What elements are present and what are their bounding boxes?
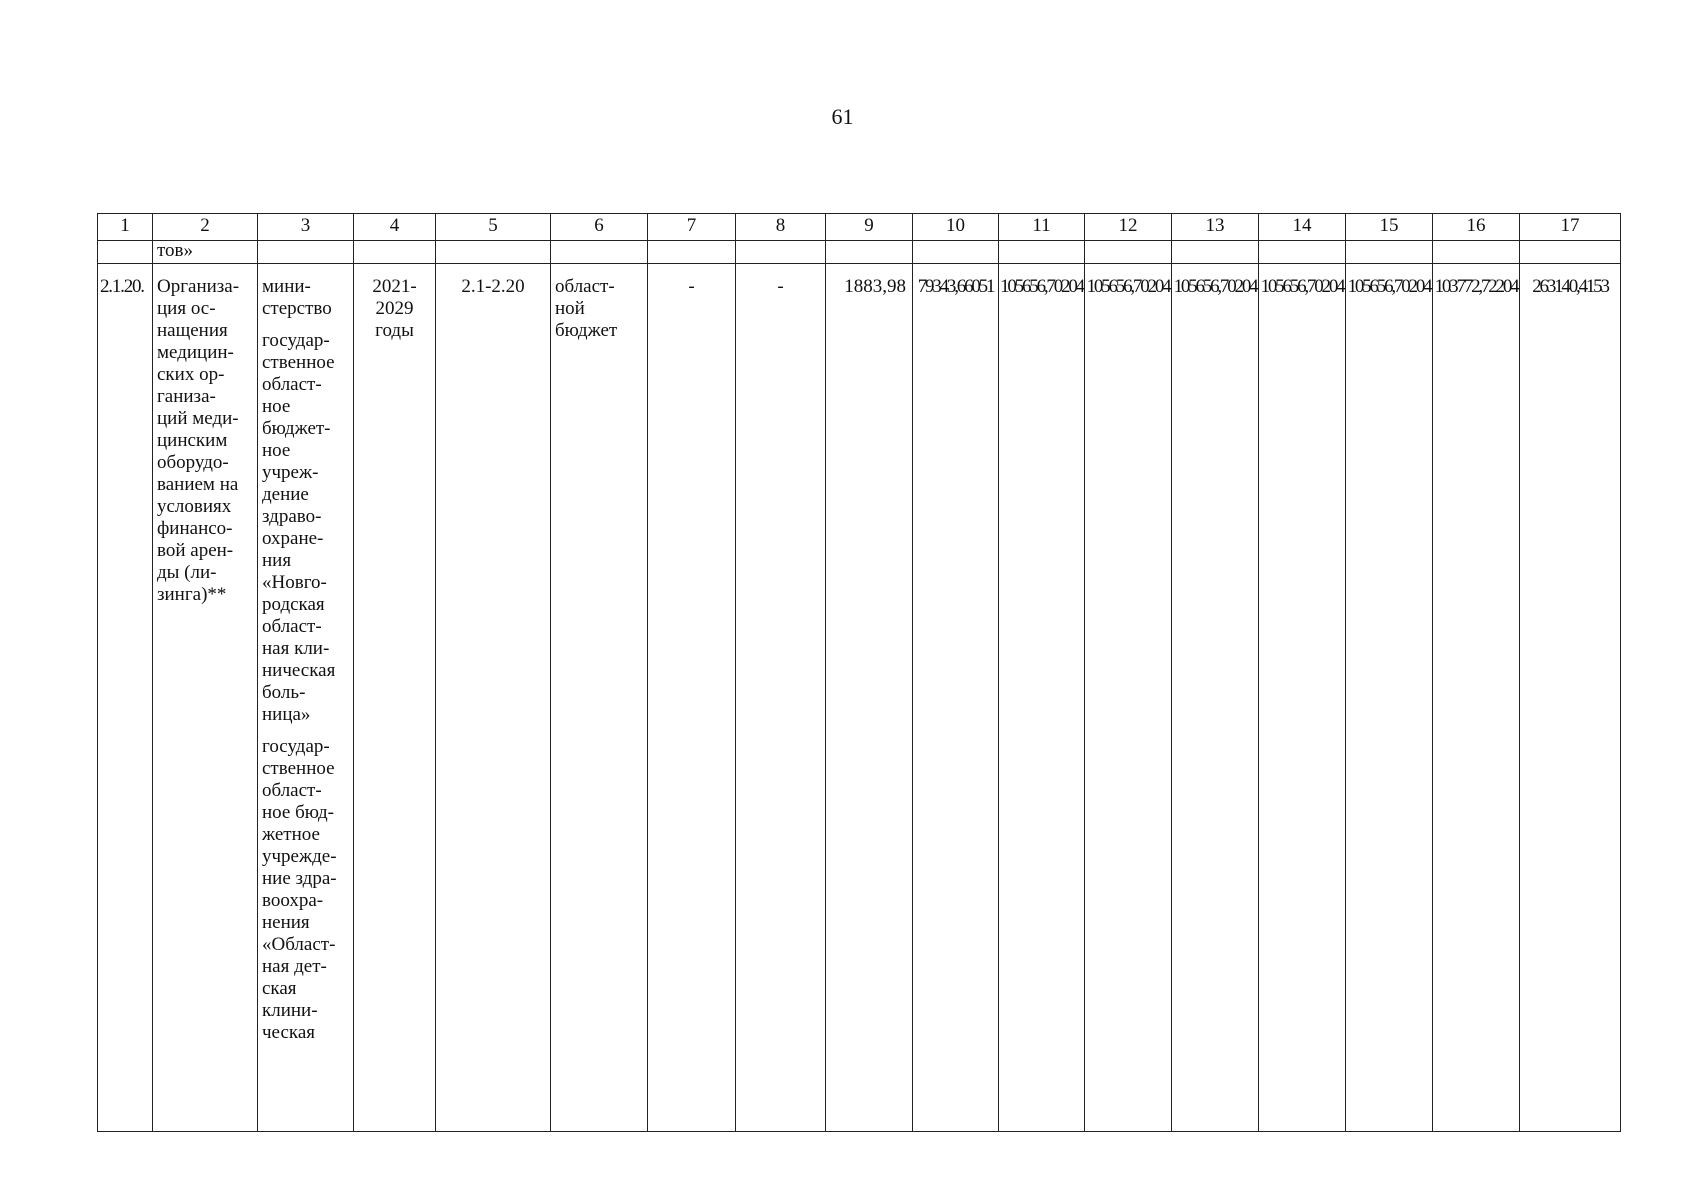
header-cell: 13: [1172, 214, 1259, 241]
table-cell: [913, 241, 999, 264]
table-cell: [736, 241, 826, 264]
table-cell: [98, 241, 153, 264]
continuation-row: [98, 241, 1621, 264]
header-cell: 16: [1433, 214, 1520, 241]
row-col11: 105656,70204: [999, 264, 1085, 1132]
text-line: нения: [262, 912, 310, 933]
text-line: ная кли-: [262, 638, 330, 659]
text-line: ций меди-: [157, 408, 239, 429]
row-col13: 105656,70204: [1172, 264, 1259, 1132]
row-col8: -: [736, 264, 826, 1132]
text-line: государ-: [262, 330, 330, 351]
header-cell: 3: [258, 214, 354, 241]
text-line: «Област-: [262, 934, 336, 955]
text-line: медицин-: [157, 342, 234, 363]
text-line: ница»: [262, 704, 311, 725]
header-cell: 8: [736, 214, 826, 241]
header-cell: 2: [153, 214, 258, 241]
text-line: клини-: [262, 1000, 318, 1021]
table-cell: [1520, 241, 1621, 264]
text-line: ванием на: [157, 474, 239, 495]
text-line: жетное: [262, 824, 320, 845]
header-cell: 11: [999, 214, 1085, 241]
table-cell: [1433, 241, 1520, 264]
text-line: ной: [555, 298, 585, 319]
text-line: нащения: [157, 320, 228, 341]
text-line: ния: [262, 550, 292, 571]
row-col10: 79343,66051: [913, 264, 999, 1132]
text-line: ганиза-: [157, 386, 216, 407]
text-line: охране-: [262, 528, 324, 549]
table-cell: [1172, 241, 1259, 264]
header-cell: 6: [551, 214, 648, 241]
text-line: зинга)**: [157, 584, 227, 605]
text-line: вой арен-: [157, 540, 234, 561]
text-line: 2029: [375, 298, 414, 319]
row-executors: [258, 264, 354, 1132]
row-col7: -: [648, 264, 736, 1132]
text-line: ция ос-: [157, 298, 216, 319]
header-cell: 9: [826, 214, 913, 241]
table-cell: [258, 241, 354, 264]
text-line: 2021-: [372, 276, 417, 297]
table-cell: [354, 241, 436, 264]
text-line: ное бюд-: [262, 802, 334, 823]
text-line: ние здра-: [262, 868, 337, 889]
table-cell: [1259, 241, 1346, 264]
header-cell: 14: [1259, 214, 1346, 241]
table-cell: [826, 241, 913, 264]
header-cell: 10: [913, 214, 999, 241]
text-line: дение: [262, 484, 309, 505]
text-line: ческая: [262, 1022, 316, 1043]
table-cell: [1085, 241, 1172, 264]
table-cell: [551, 241, 648, 264]
text-line: ская: [262, 978, 297, 999]
table-cell: [648, 241, 736, 264]
row-col14: 105656,70204: [1259, 264, 1346, 1132]
program-table: [97, 213, 1621, 1132]
text-line: цинским: [157, 430, 228, 451]
text-line: Организа-: [157, 276, 240, 297]
text-line: област-: [555, 276, 615, 297]
text-line: ственное: [262, 352, 335, 373]
text-line: област-: [262, 780, 322, 801]
row-period: [354, 264, 436, 1132]
text-line: «Новго-: [262, 572, 327, 593]
header-cell: 17: [1520, 214, 1621, 241]
text-line: финансо-: [157, 518, 233, 539]
text-line: ственное: [262, 758, 335, 779]
text-line: ное: [262, 396, 291, 417]
row-col12: 105656,70204: [1085, 264, 1172, 1132]
text-line: оборудо-: [157, 452, 229, 473]
text-line: учрежде-: [262, 846, 337, 867]
row-funding-source: [551, 264, 648, 1132]
text-line: ды (ли-: [157, 562, 217, 583]
table-row: [98, 264, 1621, 1132]
text-line: здраво-: [262, 506, 322, 527]
header-cell: 4: [354, 214, 436, 241]
text-line: боль-: [262, 682, 306, 703]
row-col16: 103772,72204: [1433, 264, 1520, 1132]
row-col9: 1883,98: [826, 264, 913, 1132]
table-cell: [999, 241, 1085, 264]
text-line: ническая: [262, 660, 336, 681]
text-line: воохра-: [262, 890, 324, 911]
text-line: условиях: [157, 496, 232, 517]
text-line: бюджет: [555, 320, 618, 341]
text-line: годы: [375, 320, 414, 341]
continuation-text: тов»: [153, 241, 258, 264]
table-cell: [1346, 241, 1433, 264]
header-cell: 12: [1085, 214, 1172, 241]
text-line: бюджет-: [262, 418, 331, 439]
header-cell: 1: [98, 214, 153, 241]
row-title: [153, 264, 258, 1132]
header-cell: 7: [648, 214, 736, 241]
text-line: мини-: [262, 276, 311, 297]
header-cell: 5: [436, 214, 551, 241]
header-row: [98, 214, 1621, 241]
text-line: стерство: [262, 298, 332, 319]
text-line: ских ор-: [157, 364, 225, 385]
row-col17: 263140,4153: [1520, 264, 1621, 1132]
text-line: государ-: [262, 736, 330, 757]
text-line: родская: [262, 594, 325, 615]
text-line: учреж-: [262, 462, 319, 483]
text-line: ная дет-: [262, 956, 327, 977]
row-targets: 2.1-2.20: [436, 264, 551, 1132]
row-col15: 105656,70204: [1346, 264, 1433, 1132]
header-cell: 15: [1346, 214, 1433, 241]
table-cell: [436, 241, 551, 264]
text-line: ное: [262, 440, 291, 461]
page-number: 61: [831, 104, 854, 129]
row-number: 2.1.20.: [98, 264, 153, 1132]
text-line: област-: [262, 374, 322, 395]
text-line: област-: [262, 616, 322, 637]
